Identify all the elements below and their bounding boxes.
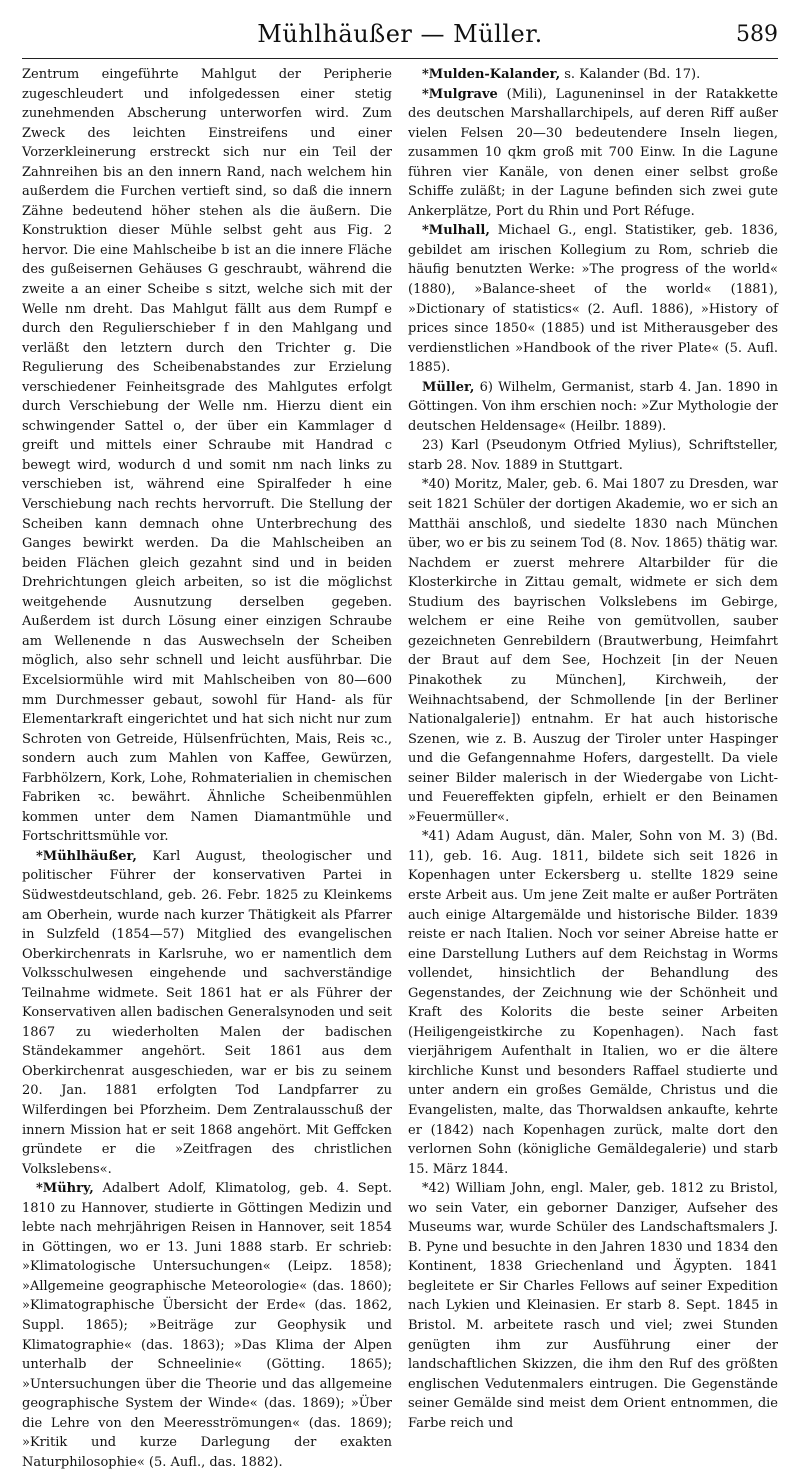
entry-paragraph [408,65,778,85]
entry-text: *41) Adam August, dän. Maler, Sohn von M. 3) (Bd. 11), geb. 16. Aug. 1811, bildete sich seit 1826 in Kopenhagen unter Eckersberg u. stellte 1829 seine erste Arbeit aus. Um jene Zeit malte er außer Porträten auch einige Altargemälde und historische Bilder. 1839 reiste er nach Italien. Noch vor seiner Abreise hatte er eine Darstellung Luthers auf dem Reichstag in Worms vollendet, hinsichtlich der Behandlung des Gegenstandes, der Zeichnung wie der Schönheit und Kraft des Kolorits die beste seiner Arbeiten (Heiligengeistkirche zu Kopenhagen). Nach fast vierjährigem Aufenthalt in Italien, wo er die ältere kirchliche Kunst und besonders Raffael studierte und unter andern ein großes Gemälde, Christus und die Evangelisten, malte, das Thorwaldsen ankaufte, kehrte er (1842) nach Kopenhagen zurück, malte dort den verlornen Sohn (königliche Gemäldegalerie) und starb 15. März 1844. [408,829,778,1177]
entry-text: s. Kalander (Bd. 17). [560,67,701,82]
entry-paragraph [22,65,392,847]
entry-lemma: *Mulhall, [422,223,490,239]
left-column [22,65,392,1472]
entry-text: 23) Karl (Pseudonym Otfried Mylius), Schriftsteller, starb 28. Nov. 1889 in Stuttgart. [408,438,778,473]
entry-lemma: *Mühry, [36,1181,94,1197]
entry-text: Michael G., engl. Statistiker, geb. 1836, gebildet am irischen Kollegium zu Rom, schrieb die häufig benutzten Werke: »The progress of the world« (1880), »Balance-sheet of the world« (1881), »Dictionary of statistics« (2. Aufl. 1886), »History of prices since 1850« (1885) und ist Mitherausgeber des verdienstlichen »Handbook of the river Plate« (5. Aufl. 1885). [408,223,778,376]
page-number: 589 [736,22,778,47]
page-header [22,14,778,59]
entry-text: 6) Wilhelm, Germanist, starb 4. Jan. 1890 in Göttingen. Von ihm erschien noch: »Zur Mythologie der deutschen Heldensage« (Heilbr. 1889). [408,379,778,434]
entry-paragraph [408,221,778,377]
running-title: Mühlhäußer — Müller. [257,20,543,48]
entry-text: (Mili), Laguneninsel in der Ratakkette des deutschen Marshallarchipels, auf deren Riff außer vielen Felsen 20—30 bedeutendere Inseln liegen, zusammen 10 qkm groß mit 700 Einw. In die Lagune führen vier Kanäle, von denen einer selbst große Schiffe zuläßt; in der Lagune befinden sich zwei gute Ankerplätze, Port du Rhin und Port Réfuge. [408,86,778,219]
entry-paragraph [408,378,778,437]
text-columns [22,65,778,1472]
entry-lemma: *Mulgrave [422,86,498,102]
entry-paragraph [408,85,778,222]
entry-lemma: Müller, [422,379,475,395]
entry-text: Adalbert Adolf, Klimatolog, geb. 4. Sept. 1810 zu Hannover, studierte in Göttingen Medizin und lebte nach mehrjährigen Reisen in Hannover, seit 1854 in Göttingen, wo er 13. Juni 1888 starb. Er schrieb: »Klimatologische Untersuchungen« (Leipz. 1858); »Allgemeine geographische Meteorologie« (das. 1860); »Klimatographische Übersicht der Erde« (das. 1862, Suppl. 1865); »Beiträge zur Geophysik und Klimatographie« (das. 1863); »Das Klima der Alpen unterhalb der Schneelinie« (Götting. 1865); »Untersuchungen über die Theorie und das allgemeine geographische System der Winde« (das. 1869); »Über die Lehre von den Meeresströmungen« (das. 1869); »Kritik und kurze Darlegung der exakten Naturphilosophie« (5. Aufl., das. 1882). [22,1181,392,1470]
entry-paragraph [408,436,778,475]
entry-text: *42) William John, engl. Maler, geb. 1812 zu Bristol, wo sein Vater, ein geborner Danziger, Aufseher des Museums war, wurde Schüler des Landschaftsmalers J. B. Pyne und besuchte in den Jahren 1830 und 1834 den Kontinent, 1838 Griechenland und Ägypten. 1841 begleitete er Sir Charles Fellows auf seiner Expedition nach Lykien und Kleinasien. Er starb 8. Sept. 1845 in Bristol. M. arbeitete rasch und viel; zwei Stunden genügten ihm zur Ausführung einer der landschaftlichen Skizzen, die ihm den Ruf des größten englischen Vedutenmalers eintrugen. Die Gegenstände seiner Gemälde sind meist dem Orient entnommen, die Farbe reich und [408,1181,778,1431]
entry-lemma: *Mulden-Kalander, [422,67,561,82]
right-column [408,65,778,1472]
entry-paragraph [22,1179,392,1472]
entry-text: Karl August, theologischer und politischer Führer der konservativen Partei in Südwestdeutschland, geb. 26. Febr. 1825 zu Kleinkems am Oberhein, wurde nach kurzer Thätigkeit als Pfarrer in Sulzfeld (1854—57) Mitglied des evangelischen Oberkirchenrats in Karlsruhe, wo er namentlich dem Volksschulwesen eingehende und sachverständige Teilnahme widmete. Seit 1861 hat er als Führer der Konservativen allen badischen Generalsynoden und seit 1867 zu wiederholten Malen der badischen Ständekammer angehört. Seit 1861 aus dem Oberkirchenrat ausgeschieden, war er bis zu seinem 20. Jan. 1881 erfolgten Tod Landpfarrer zu Wilferdingen bei Pforzheim. Dem Zentralausschuß der innern Mission hat er seit 1868 angehört. Mit Geffcken gründete er die »Zeitfragen des christlichen Volkslebens«. [22,848,392,1177]
entry-paragraph [22,847,392,1179]
entry-paragraph [408,1179,778,1433]
entry-lemma: *Mühlhäußer, [36,848,137,864]
entry-paragraph [408,475,778,827]
entry-paragraph [408,827,778,1179]
entry-text: Zentrum eingeführte Mahlgut der Peripherie zugeschleudert und infolgedessen einer stetig zunehmenden Abscherung unterworfen wird. Zum Zweck des leichten Einstreifens und einer Vorzerkleinerung erstreckt sich nur ein Teil der Zahnreihen bis an den innern Rand, nach welchem hin außerdem die Furchen vertieft sind, so daß die innern Zähne bedeutend höher stehen als die äußern. Die Konstruktion dieser Mühle selbst geht aus Fig. 2 hervor. Die eine Mahlscheibe b ist an die innere Fläche des gußeisernen Gehäuses G geschraubt, während die zweite a an einer Scheibe s sitzt, welche sich mit der Welle nm dreht. Das Mahlgut fällt aus dem Rumpf e durch den Regulierschieber f in den Mahlgang und verläßt den letztern durch den Trichter g. Die Regulierung des Scheibenabstandes zur Erzielung verschiedener Feinheitsgrade des Mahlgutes erfolgt durch Verschiebung der Welle nm. Hierzu dient ein schwingender Sattel o, der über ein Kammlager d greift und mittels einer Schraube mit Handrad c bewegt wird, wodurch d und somit nm nach links zu verschieben ist, während eine Spiralfeder h eine Verschiebung nach rechts hervorruft. Die Stellung der Scheiben kann demnach ohne Unterbrechung des Ganges bewirkt werden. Da die Mahlscheiben an beiden Flächen gleich gezahnt sind und in beiden Drehrichtungen gleich arbeiten, so ist die möglichst weitgehende Ausnutzung derselben gegeben. Außerdem ist durch Lösung einer einzigen Schraube am Wellenende n das Auswechseln der Scheiben möglich, also sehr schnell und leicht ausführbar. Die Excelsiormühle wird mit Mahlscheiben von 80—600 mm Durchmesser gebaut, sowohl für Hand- als für Elementarkraft eingerichtet und hat sich nicht nur zum Schroten von Getreide, Hülsenfrüchten, Mais, Reis ꝛc., sondern auch zum Mahlen von Kaffee, Gewürzen, Farbhölzern, Kork, Lohe, Rohmaterialien in chemischen Fabriken ꝛc. bewährt. Ähnliche Scheibenmühlen kommen unter dem Namen Diamantmühle und Fortschrittsmühle vor. [22,67,392,845]
entry-text: *40) Moritz, Maler, geb. 6. Mai 1807 zu Dresden, war seit 1821 Schüler der dortigen Akademie, wo er sich an Matthäi anschloß, und siedelte 1830 nach München über, wo er bis zu seinem Tod (8. Nov. 1865) thätig war. Nachdem er zuerst mehrere Altarbilder für die Klosterkirche in Zittau gemalt, widmete er sich dem Studium des bayrischen Volkslebens im Gebirge, welchem er eine Reihe von gemütvollen, sauber gezeichneten Genrebildern (Brautwerbung, Heimfahrt der Braut auf dem See, Hochzeit [in der Neuen Pinakothek zu München], Kirchweih, der Weihnachtsabend, der Schmollende [in der Berliner Nationalgalerie]) entnahm. Er hat auch historische Szenen, wie z. B. Auszug der Tiroler unter Haspinger und die Gefangennahme Hofers, dargestellt. Da viele seiner Bilder malerisch in der Wiedergabe von Licht- und Feuereffekten gipfeln, erhielt er den Beinamen »Feuermüller«. [408,477,778,825]
